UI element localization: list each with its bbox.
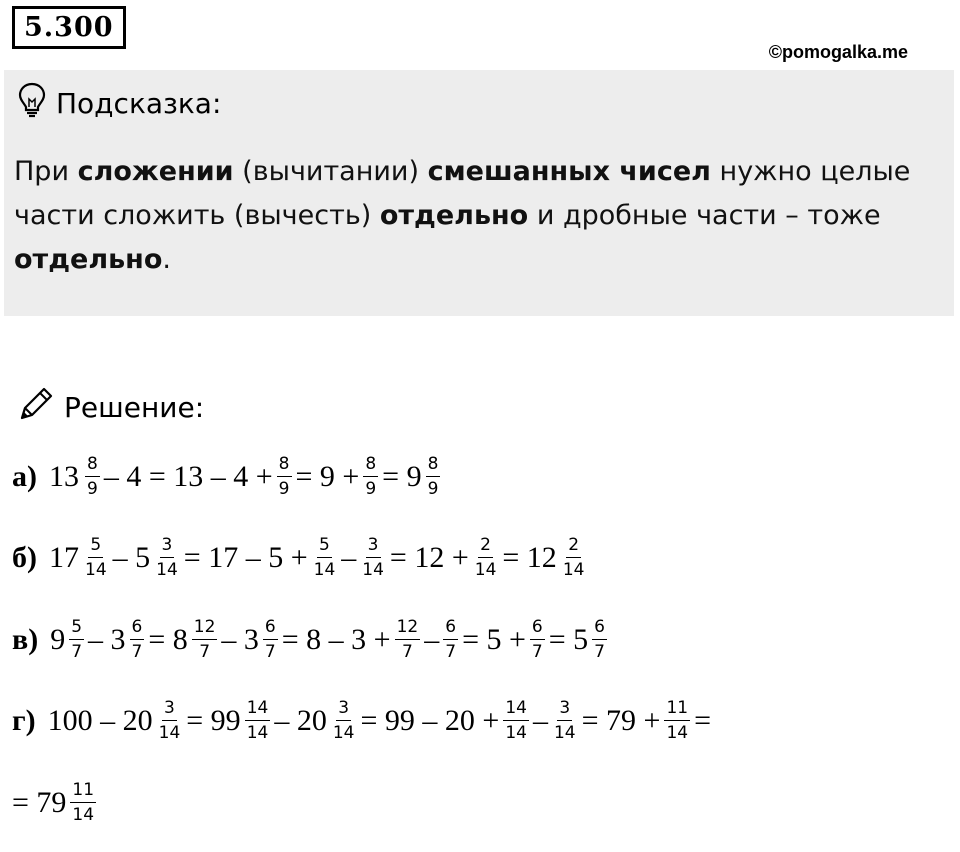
expr-text: = 5 + (462, 622, 526, 656)
fraction (552, 698, 578, 743)
line-label: б) (12, 540, 37, 574)
denominator: 7 (594, 642, 605, 662)
fraction (192, 617, 218, 662)
denominator: 7 (131, 642, 143, 662)
fraction (395, 617, 421, 662)
numerator: 6 (592, 617, 607, 640)
solution-line-b (12, 535, 590, 580)
expr-text: = 8 – 3 + (281, 622, 391, 656)
solution-line-a (12, 454, 444, 499)
denominator: 9 (427, 479, 439, 499)
numerator: 8 (277, 454, 292, 477)
denominator: 14 (156, 560, 178, 580)
expr-text: – 20 (274, 703, 327, 737)
numerator: 2 (566, 535, 581, 558)
fraction (70, 780, 96, 825)
fraction (363, 454, 378, 499)
hint-title: Подсказка: (56, 87, 222, 120)
denominator: 7 (71, 642, 83, 662)
numerator: 5 (69, 617, 84, 640)
fraction (263, 617, 278, 662)
denominator: 14 (666, 723, 689, 743)
denominator: 14 (158, 723, 181, 743)
expr-text: – (341, 540, 357, 574)
solution-line-v (12, 617, 611, 662)
denominator: 14 (362, 560, 384, 580)
numerator: 2 (478, 535, 493, 558)
numerator: 5 (88, 535, 103, 558)
expr-text: – 3 (221, 622, 259, 656)
numerator: 3 (557, 698, 572, 721)
numerator: 6 (130, 617, 145, 640)
numerator: 3 (162, 698, 177, 721)
expr-text: = 9 + (295, 459, 360, 493)
numerator: 11 (70, 780, 96, 803)
denominator: 14 (553, 723, 576, 743)
fraction (592, 617, 607, 662)
expr-text: = 79 (12, 785, 67, 819)
lightbulb-icon (18, 82, 46, 125)
solution-header (16, 384, 204, 431)
numerator: 6 (263, 617, 278, 640)
denominator: 14 (85, 560, 107, 580)
task-number: 5.300 (12, 6, 126, 49)
denominator: 14 (246, 723, 269, 743)
fraction (530, 617, 545, 662)
expr-text: = 9 (382, 459, 422, 493)
fraction (473, 535, 499, 580)
solution-title: Решение: (64, 391, 205, 424)
denominator: 14 (505, 723, 527, 743)
denominator: 9 (87, 479, 98, 499)
numerator: 14 (245, 698, 271, 721)
watermark: ©pomogalka.me (768, 42, 908, 62)
expr-text: = 79 + (581, 703, 661, 737)
expr-text: = 99 (186, 703, 241, 737)
denominator: 14 (332, 723, 355, 743)
expr-text: = 5 (548, 622, 589, 656)
numerator: 11 (664, 698, 690, 721)
pencil-icon (16, 384, 56, 431)
expr-text: – 4 = 13 – 4 + (103, 459, 273, 493)
denominator: 7 (402, 642, 413, 662)
denominator: 7 (199, 642, 211, 662)
expr-text: = 99 – 20 + (360, 703, 500, 737)
denominator: 7 (531, 642, 543, 662)
hint-box (4, 70, 954, 316)
fraction (245, 698, 271, 743)
fraction (331, 698, 357, 743)
expr-text: 9 (50, 622, 66, 656)
expr-text: – (532, 703, 548, 737)
fraction (277, 454, 292, 499)
expr-text: = 12 (502, 540, 557, 574)
numerator: 8 (85, 454, 100, 477)
fraction (426, 454, 441, 499)
line-label: а) (12, 459, 37, 493)
fraction (312, 535, 338, 580)
solution-line-g (12, 698, 711, 743)
hint-text: При сложении (вычитании) смешанных чисел нужно целые части сложить (вычесть) отдельно и дробные части – тоже отдельно. (14, 156, 911, 275)
numerator: 8 (363, 454, 378, 477)
expr-text: = 17 – 5 + (183, 540, 308, 574)
numerator: 3 (366, 535, 381, 558)
denominator: 14 (72, 805, 95, 825)
expr-text: = 8 (148, 622, 188, 656)
expr-text: = (694, 703, 711, 737)
fraction (130, 617, 145, 662)
expr-text: – 3 (88, 622, 126, 656)
numerator: 5 (317, 535, 332, 558)
fraction (561, 535, 587, 580)
fraction (85, 454, 100, 499)
expr-text: 17 (49, 540, 79, 574)
fraction (83, 535, 109, 580)
numerator: 8 (426, 454, 441, 477)
denominator: 14 (474, 560, 497, 580)
denominator: 7 (264, 642, 276, 662)
fraction (69, 617, 84, 662)
numerator: 3 (336, 698, 351, 721)
expr-text: 100 – 20 (47, 703, 153, 737)
denominator: 14 (562, 560, 585, 580)
expr-text: – 5 (112, 540, 151, 574)
denominator: 7 (445, 642, 457, 662)
fraction (443, 617, 458, 662)
line-label: в) (12, 622, 39, 656)
solution-line-g-continued (12, 780, 100, 825)
numerator: 6 (530, 617, 545, 640)
numerator: 12 (395, 617, 421, 640)
hint-header (18, 82, 221, 125)
line-label: г) (12, 703, 36, 737)
expr-text: – (424, 622, 440, 656)
numerator: 3 (160, 535, 175, 558)
fraction (503, 698, 529, 743)
denominator: 14 (313, 560, 336, 580)
numerator: 12 (192, 617, 218, 640)
fraction (157, 698, 183, 743)
expr-text: = 12 + (389, 540, 469, 574)
fraction (360, 535, 386, 580)
denominator: 9 (365, 479, 377, 499)
numerator: 14 (503, 698, 529, 721)
expr-text: 13 (49, 459, 79, 493)
fraction (664, 698, 690, 743)
fraction (154, 535, 180, 580)
denominator: 9 (278, 479, 290, 499)
numerator: 6 (443, 617, 458, 640)
